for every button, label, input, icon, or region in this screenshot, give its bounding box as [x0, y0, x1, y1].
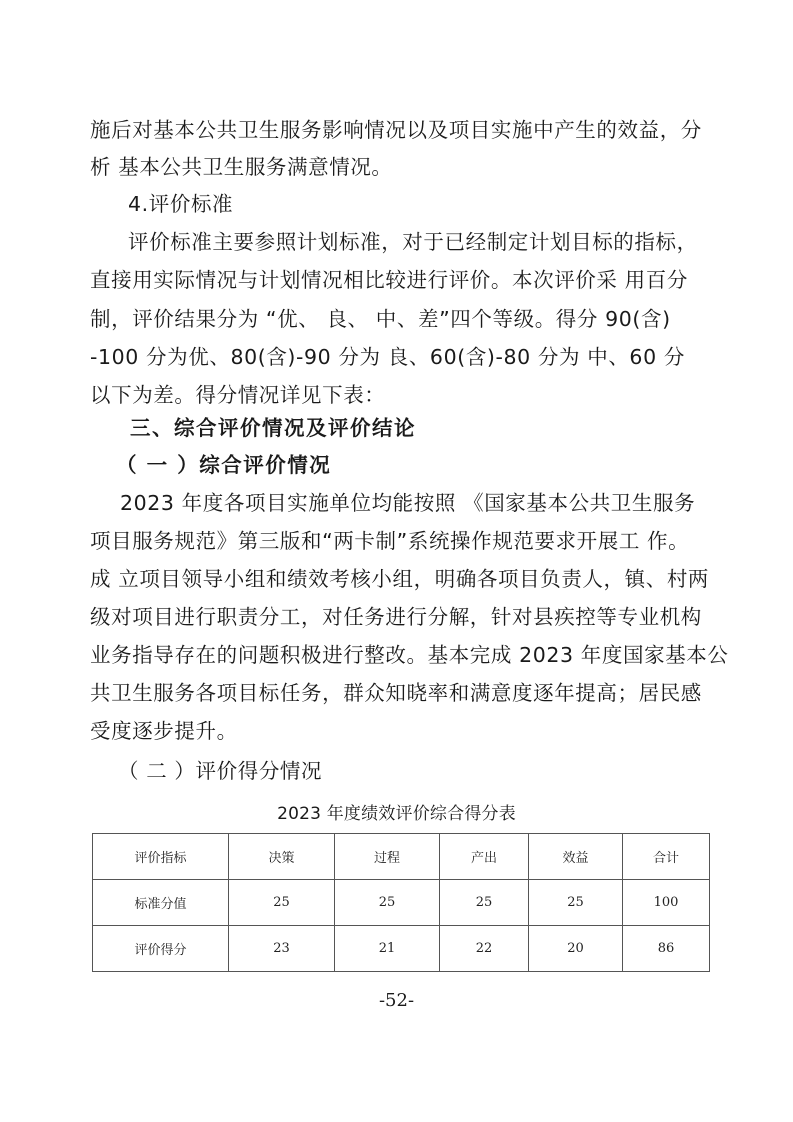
paragraph-line: 评价标准主要参照计划标准，对于已经制定计划目标的指标，	[128, 230, 698, 254]
table-header-cell: 评价指标	[93, 834, 229, 880]
table-header-cell: 产出	[440, 834, 529, 880]
table-cell: 25	[229, 880, 335, 926]
paragraph-line: 以下为差。得分情况详见下表：	[90, 383, 386, 407]
table-cell: 25	[529, 880, 623, 926]
paragraph-line: -100 分为优、80(含)-90 分为 良、60(含)-80 分为 中、60 分	[90, 345, 685, 369]
table-cell: 标准分值	[93, 880, 229, 926]
table-cell: 20	[529, 926, 623, 972]
paragraph-line: 制，评价结果分为 “优、 良、 中、差”四个等级。得分 90(含)	[90, 307, 671, 331]
table-title: 2023 年度绩效评价综合得分表	[277, 804, 516, 824]
paragraph-line: 项目服务规范》第三版和“两卡制”系统操作规范要求开展工 作。	[90, 529, 690, 553]
table-cell: 25	[335, 880, 440, 926]
paragraph-line: 受度逐步提升。	[90, 719, 238, 743]
table-cell: 23	[229, 926, 335, 972]
table-header-row	[93, 834, 710, 880]
paragraph-line: 共卫生服务各项目标任务，群众知晓率和满意度逐年提高；居民感	[90, 681, 702, 705]
paragraph-line: 施后对基本公共卫生服务影响情况以及项目实施中产生的效益，分	[90, 118, 702, 142]
table-header-cell: 过程	[335, 834, 440, 880]
table-header-cell: 合计	[623, 834, 710, 880]
paragraph-line: 析 基本公共卫生服务满意情况。	[90, 155, 393, 179]
page-number: -52-	[378, 990, 415, 1011]
table-cell: 86	[623, 926, 710, 972]
section-heading-4: 4.评价标准	[128, 192, 234, 216]
table-cell: 评价得分	[93, 926, 229, 972]
paragraph-line: 业务指导存在的问题积极进行整改。基本完成 2023 年度国家基本公	[90, 643, 729, 667]
table-header-cell: 效益	[529, 834, 623, 880]
subsection-heading: （ 二 ）评价得分情况	[118, 759, 323, 783]
paragraph-line: 直接用实际情况与计划情况相比较进行评价。本次评价采 用百分	[90, 268, 688, 292]
table-header-cell: 决策	[229, 834, 335, 880]
table-row	[93, 926, 710, 972]
table-row	[93, 880, 710, 926]
chapter-heading: 三、综合评价情况及评价结论	[130, 416, 416, 440]
paragraph-line: 成 立项目领导小组和绩效考核小组，明确各项目负责人，镇、村两	[90, 567, 710, 591]
table-cell: 25	[440, 880, 529, 926]
table-cell: 22	[440, 926, 529, 972]
table-cell: 21	[335, 926, 440, 972]
paragraph-line: 2023 年度各项目实施单位均能按照 《国家基本公共卫生服务	[120, 491, 696, 515]
score-table	[92, 833, 710, 972]
table-cell: 100	[623, 880, 710, 926]
paragraph-line: 级对项目进行职责分工，对任务进行分解，针对县疾控等专业机构	[90, 605, 702, 629]
subsection-heading: （ 一 ）综合评价情况	[116, 453, 332, 477]
